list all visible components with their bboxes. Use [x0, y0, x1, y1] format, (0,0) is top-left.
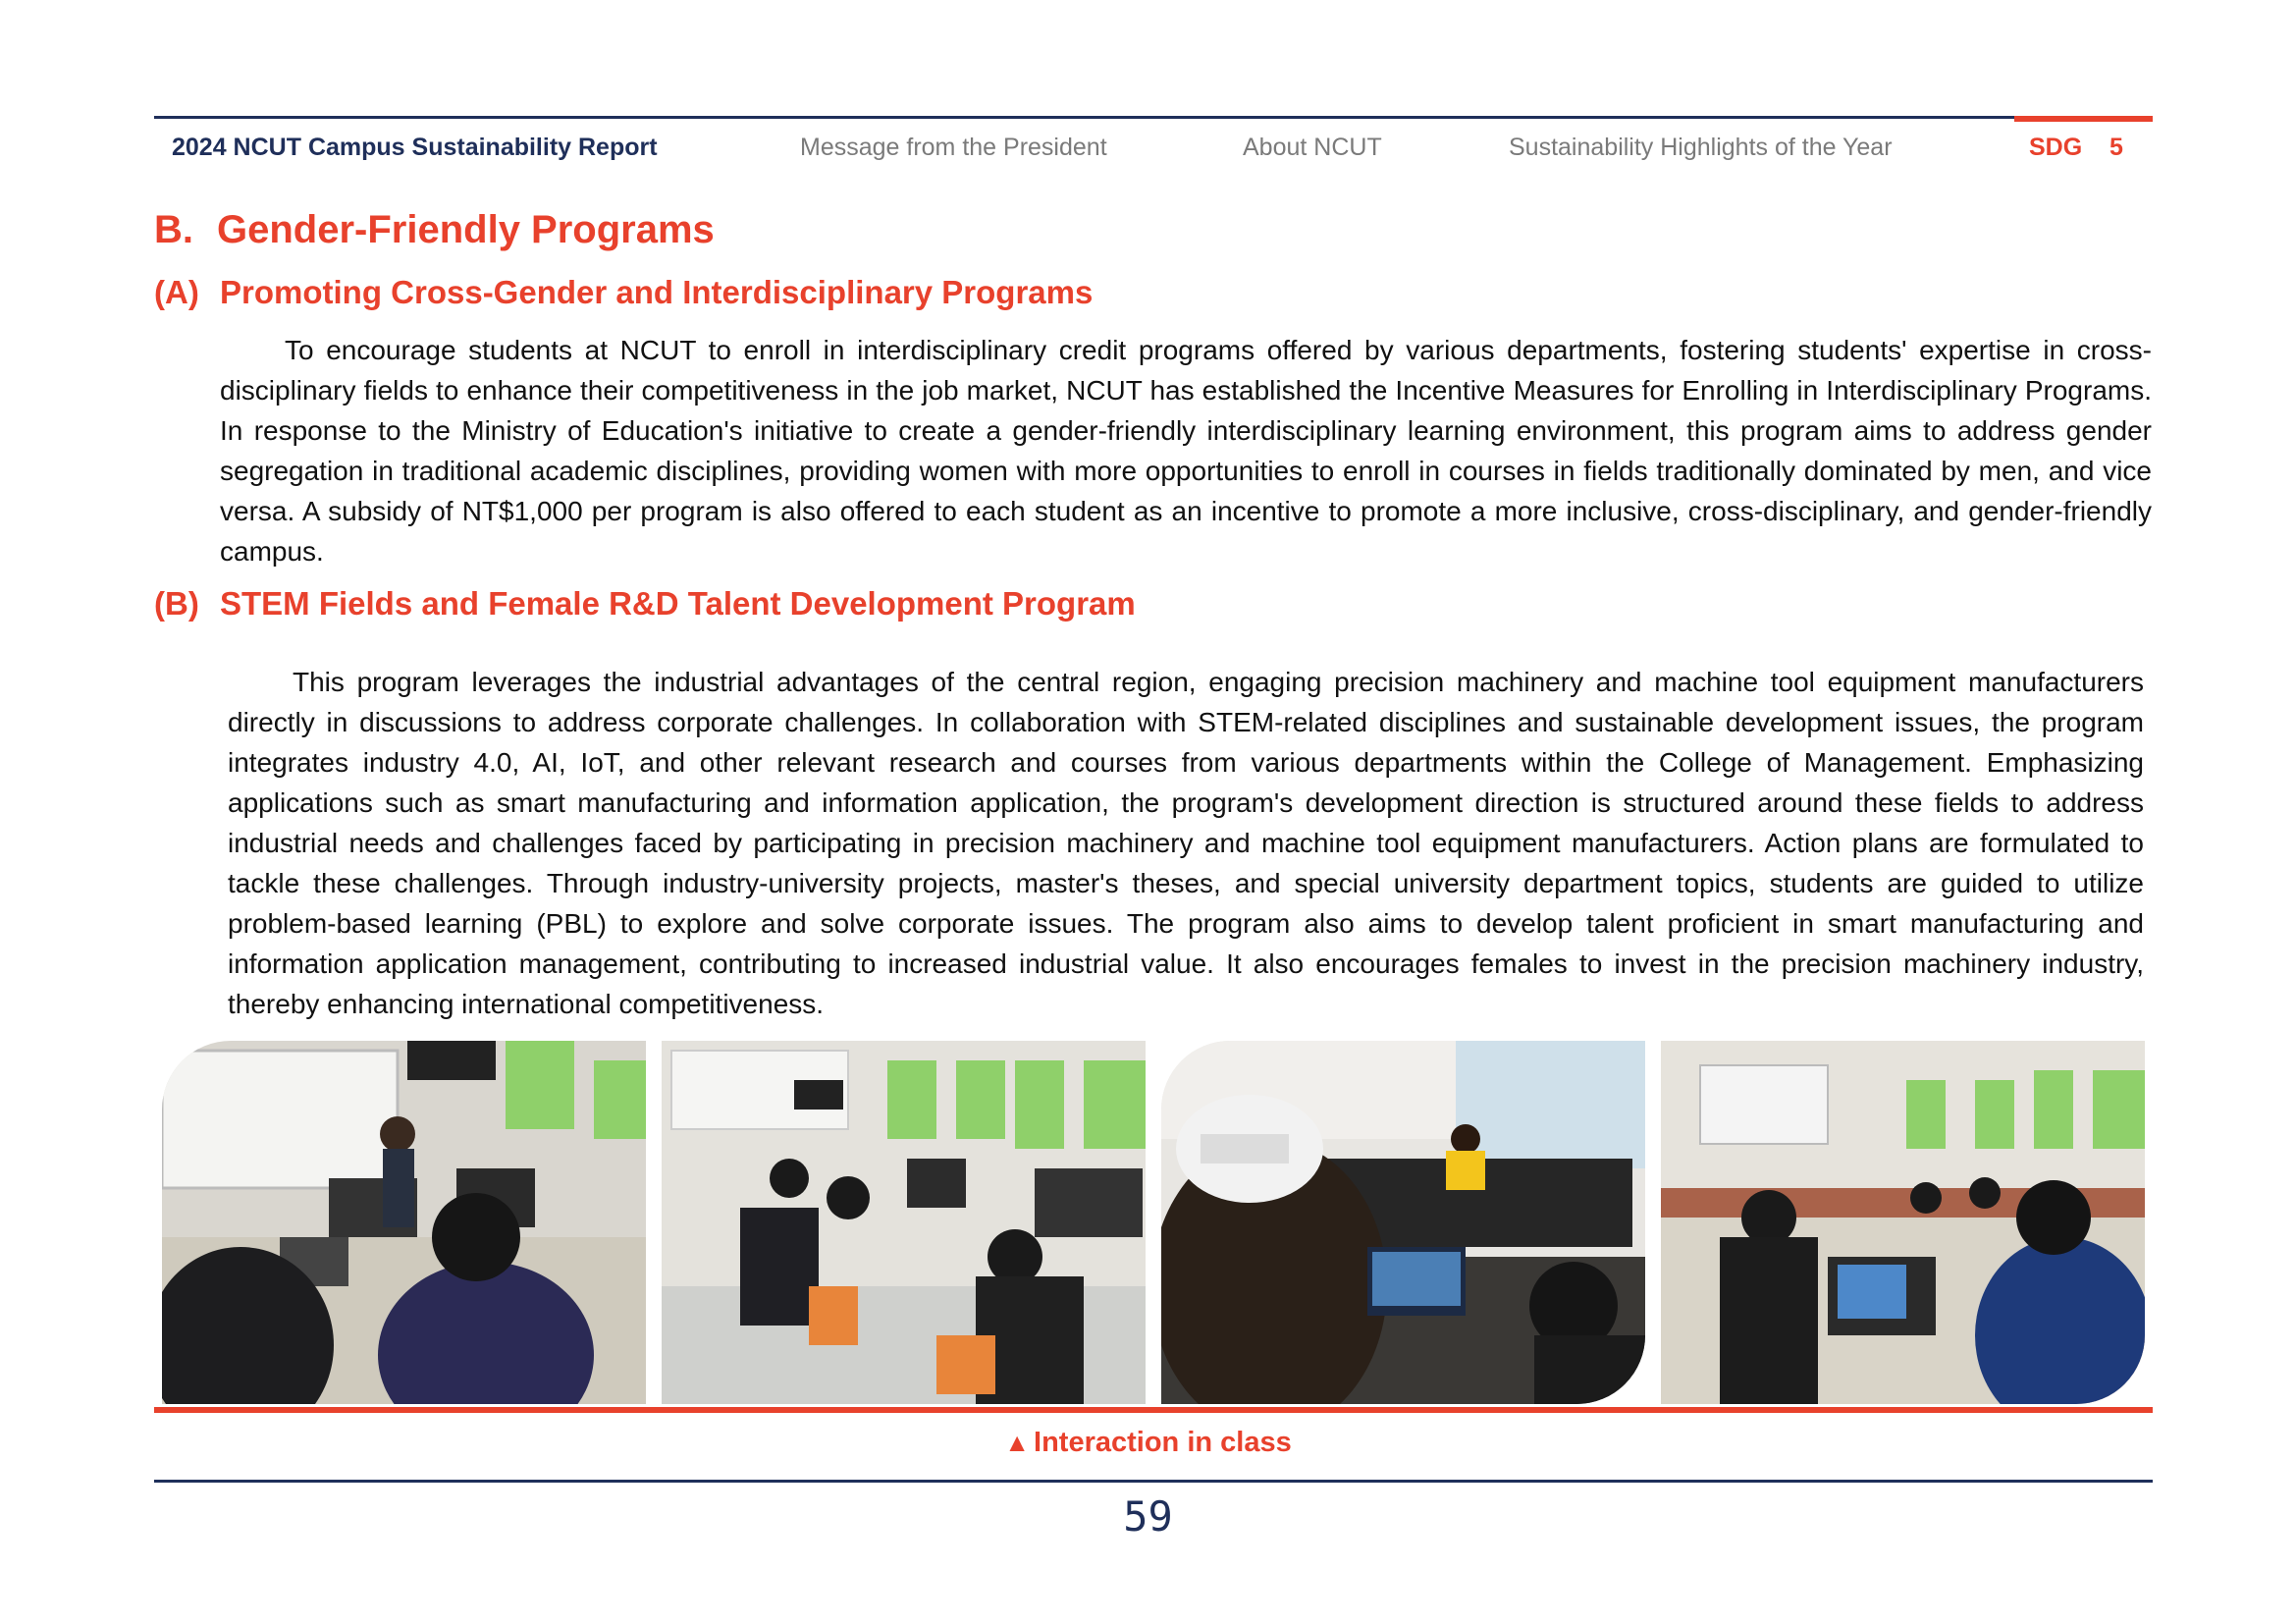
subsection-b-marker: (B) — [154, 585, 199, 622]
classroom-photo-1 — [162, 1041, 646, 1404]
subsection-a-marker: (A) — [154, 274, 199, 310]
caption-rule — [154, 1407, 2153, 1413]
triangle-icon: ▲ — [1004, 1428, 1031, 1457]
report-title: 2024 NCUT Campus Sustainability Report — [172, 134, 658, 161]
page-number: 59 — [1123, 1492, 1173, 1541]
subsection-a-body: To encourage students at NCUT to enroll in interdisciplinary credit programs offered by various departments, fostering students' expertise in cross-disciplinary fields to enhance their competitiveness in the job market, NCUT has established the Incentive Measures for Enrolling in Interdisciplinary Programs. In response to the Ministry of Education's initiative to create a gender-friendly interdisciplinary learning environment, this program aims to address gender segregation in traditional academic disciplines, providing women with more opportunities to enroll in courses in fields traditionally dominated by men, and vice versa. A subsidy of NT$1,000 per program is also offered to each student as an incentive to promote a more inclusive, cross-disciplinary, and gender-friendly campus. — [220, 335, 2152, 567]
nav-message-from-president[interactable]: Message from the President — [800, 134, 1107, 161]
sdg-label: SDG — [2029, 134, 2083, 161]
subsection-b-body: This program leverages the industrial advantages of the central region, engaging precision machinery and machine tool equipment manufacturers directly in discussions to address corporate challenges. In collaboration with STEM-related disciplines and sustainable development issues, the program integrates industry 4.0, AI, IoT, and other relevant research and courses from various departments within the College of Management. Emphasizing applications such as smart manufacturing and information application, the program's development direction is structured around these fields to address industrial needs and challenges faced by participating in precision machinery and machine tool equipment manufacturers. Action plans are formulated to tackle these challenges. Through industry-university projects, master's theses, and special university department topics, students are guided to utilize problem-based learning (PBL) to explore and solve corporate issues. The program also aims to develop talent proficient in smart manufacturing and information application management, contributing to increased industrial value. It also encourages females to invest in the precision machinery industry, thereby enhancing international competitiveness. — [228, 667, 2144, 1019]
classroom-photo-2 — [662, 1041, 1146, 1404]
header-rule — [154, 116, 2014, 119]
section-heading — [154, 208, 715, 252]
classroom-photo-4 — [1661, 1041, 2145, 1404]
section-title: Gender-Friendly Programs — [217, 208, 715, 251]
classroom-photo-3 — [1161, 1041, 1645, 1404]
sdg-number: 5 — [2109, 134, 2123, 161]
photo-strip — [162, 1041, 2147, 1404]
section-marker: B. — [154, 208, 193, 251]
footer-rule — [154, 1480, 2153, 1483]
page-header — [154, 116, 2153, 169]
nav-about-ncut[interactable]: About NCUT — [1243, 134, 1382, 161]
photo-caption — [0, 1427, 2296, 1459]
subsection-a-heading — [154, 274, 1093, 311]
caption-text: Interaction in class — [1034, 1427, 1292, 1458]
header-accent-bar — [2014, 116, 2153, 122]
subsection-b-heading — [154, 585, 1136, 623]
nav-sustainability-highlights[interactable]: Sustainability Highlights of the Year — [1509, 134, 1893, 161]
subsection-b-title: STEM Fields and Female R&D Talent Development Program — [220, 585, 1136, 622]
subsection-a-title: Promoting Cross-Gender and Interdisciplinary Programs — [220, 274, 1094, 310]
